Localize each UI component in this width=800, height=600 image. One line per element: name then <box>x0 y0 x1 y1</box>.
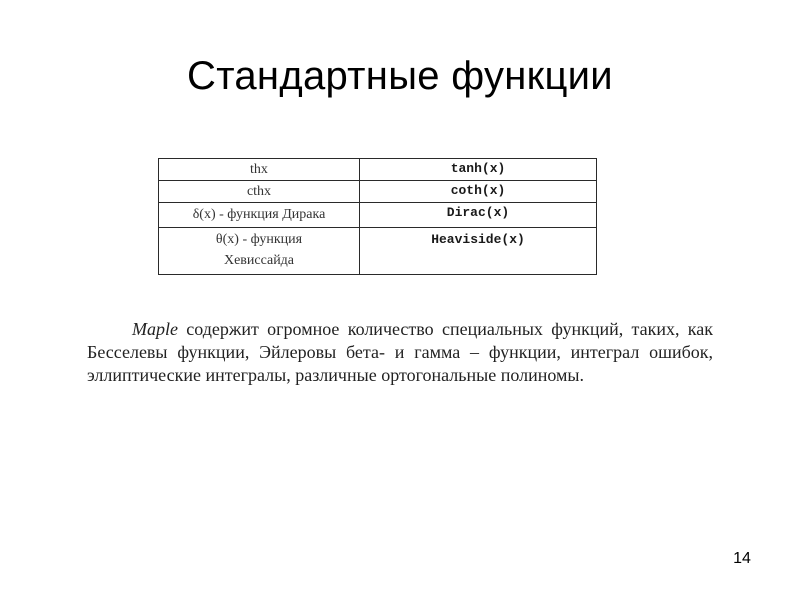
math-notation-cell: cthx <box>159 181 360 203</box>
maple-function-cell: coth(x) <box>360 181 597 203</box>
math-notation-cell <box>159 228 360 275</box>
table-row <box>159 181 597 203</box>
math-notation-line: θ(x) - функция <box>215 232 303 247</box>
maple-function-cell: Heaviside(x) <box>360 228 597 275</box>
functions-table <box>158 158 597 275</box>
math-notation-line: Хевиссайда <box>223 253 295 268</box>
math-notation-cell: thx <box>159 159 360 181</box>
maple-function-cell: tanh(x) <box>360 159 597 181</box>
table-row <box>159 228 597 275</box>
maple-function-cell: Dirac(x) <box>360 203 597 228</box>
math-notation-cell: δ(x) - функция Дирака <box>159 203 360 228</box>
description-paragraph <box>87 318 713 387</box>
table-row <box>159 159 597 181</box>
table-row <box>159 203 597 228</box>
maple-name: Maple <box>132 319 178 339</box>
page-number: 14 <box>733 550 751 567</box>
paragraph-text: содержит огромное количество специальных функций, таких, как Бесселевы функции, Эйлеровы бета- и гамма – функции, интеграл ошибок, эллиптические интегралы, различные ортогональные полиномы. <box>87 319 713 385</box>
slide-title: Стандартные функции <box>187 54 613 98</box>
